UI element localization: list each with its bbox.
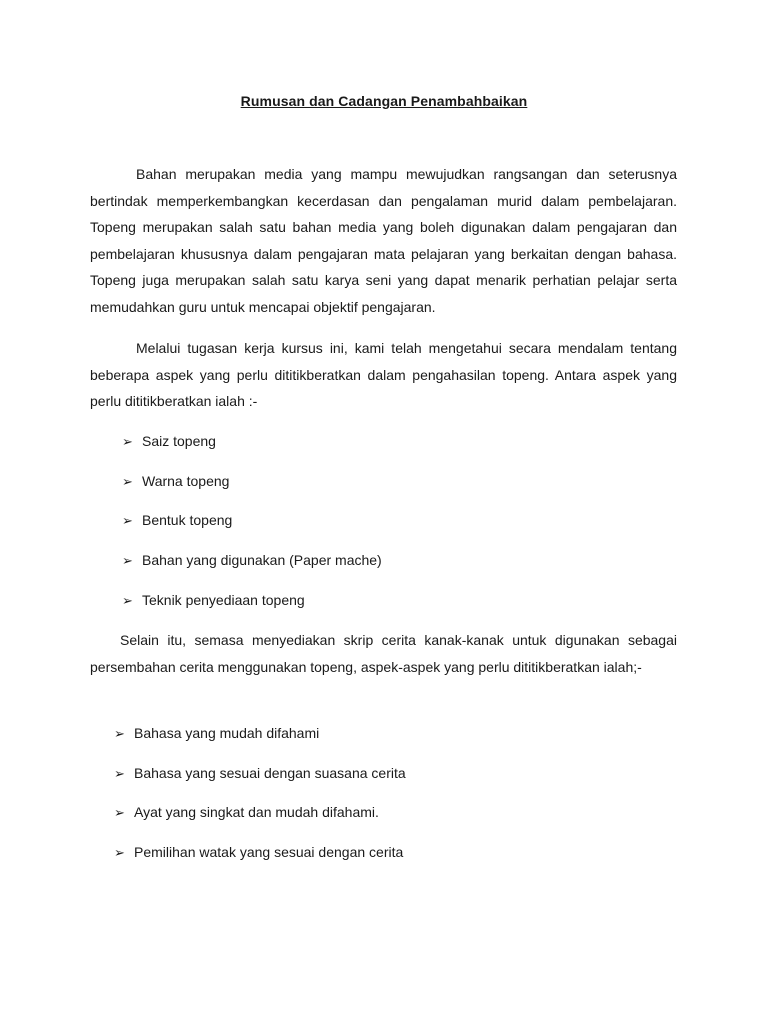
list-item-text: Bahasa yang sesuai dengan suasana cerita	[134, 765, 406, 781]
list-item	[122, 550, 382, 572]
list-item-text: Saiz topeng	[142, 433, 216, 449]
arrow-bullet-icon: ➢	[122, 594, 133, 609]
arrow-bullet-icon: ➢	[114, 806, 125, 821]
list-item	[122, 471, 229, 493]
list-item-text: Teknik penyediaan topeng	[142, 592, 305, 608]
arrow-bullet-icon: ➢	[122, 514, 133, 529]
document-title: Rumusan dan Cadangan Penambahbaikan	[240, 93, 528, 109]
list-item	[114, 842, 403, 864]
list-item	[122, 510, 232, 532]
list-item-text: Pemilihan watak yang sesuai dengan cerita	[134, 844, 404, 860]
arrow-bullet-icon: ➢	[114, 767, 125, 782]
list-item	[114, 723, 319, 745]
paragraph-script: Selain itu, semasa menyediakan skrip cerita kanak-kanak untuk digunakan sebagai persembahan cerita menggunakan topeng, aspek-aspek yang perlu dititikberatkan ialah;-	[90, 632, 677, 675]
list-item	[114, 802, 379, 824]
arrow-bullet-icon: ➢	[122, 554, 133, 569]
paragraph-coursework: Melalui tugasan kerja kursus ini, kami telah mengetahui secara mendalam tentang beberapa aspek yang perlu dititikberatkan dalam pengahasilan topeng. Antara aspek yang perlu dititikberatkan ialah :-	[90, 340, 677, 409]
list-item	[122, 590, 305, 612]
list-item-text: Ayat yang singkat dan mudah difahami.	[134, 804, 379, 820]
arrow-bullet-icon: ➢	[114, 846, 125, 861]
arrow-bullet-icon: ➢	[114, 727, 125, 742]
list-item	[114, 763, 406, 785]
list-item-text: Bentuk topeng	[142, 512, 233, 528]
arrow-bullet-icon: ➢	[122, 435, 133, 450]
list-item-text: Bahan yang digunakan (Paper mache)	[142, 552, 382, 568]
list-item	[122, 431, 216, 453]
list-item-text: Warna topeng	[142, 473, 230, 489]
list-item-text: Bahasa yang mudah difahami	[134, 725, 320, 741]
paragraph-intro: Bahan merupakan media yang mampu mewujudkan rangsangan dan seterusnya bertindak memperkembangkan kecerdasan dan pengalaman murid dalam pembelajaran. Topeng merupakan salah satu bahan media yang boleh digunakan dalam pengajaran dan pembelajaran khususnya dalam pengajaran mata pelajaran yang berkaitan dengan bahasa. Topeng juga merupakan salah satu karya seni yang dapat menarik perhatian pelajar serta memudahkan guru untuk mencapai objektif pengajaran.	[90, 166, 677, 315]
arrow-bullet-icon: ➢	[122, 475, 133, 490]
